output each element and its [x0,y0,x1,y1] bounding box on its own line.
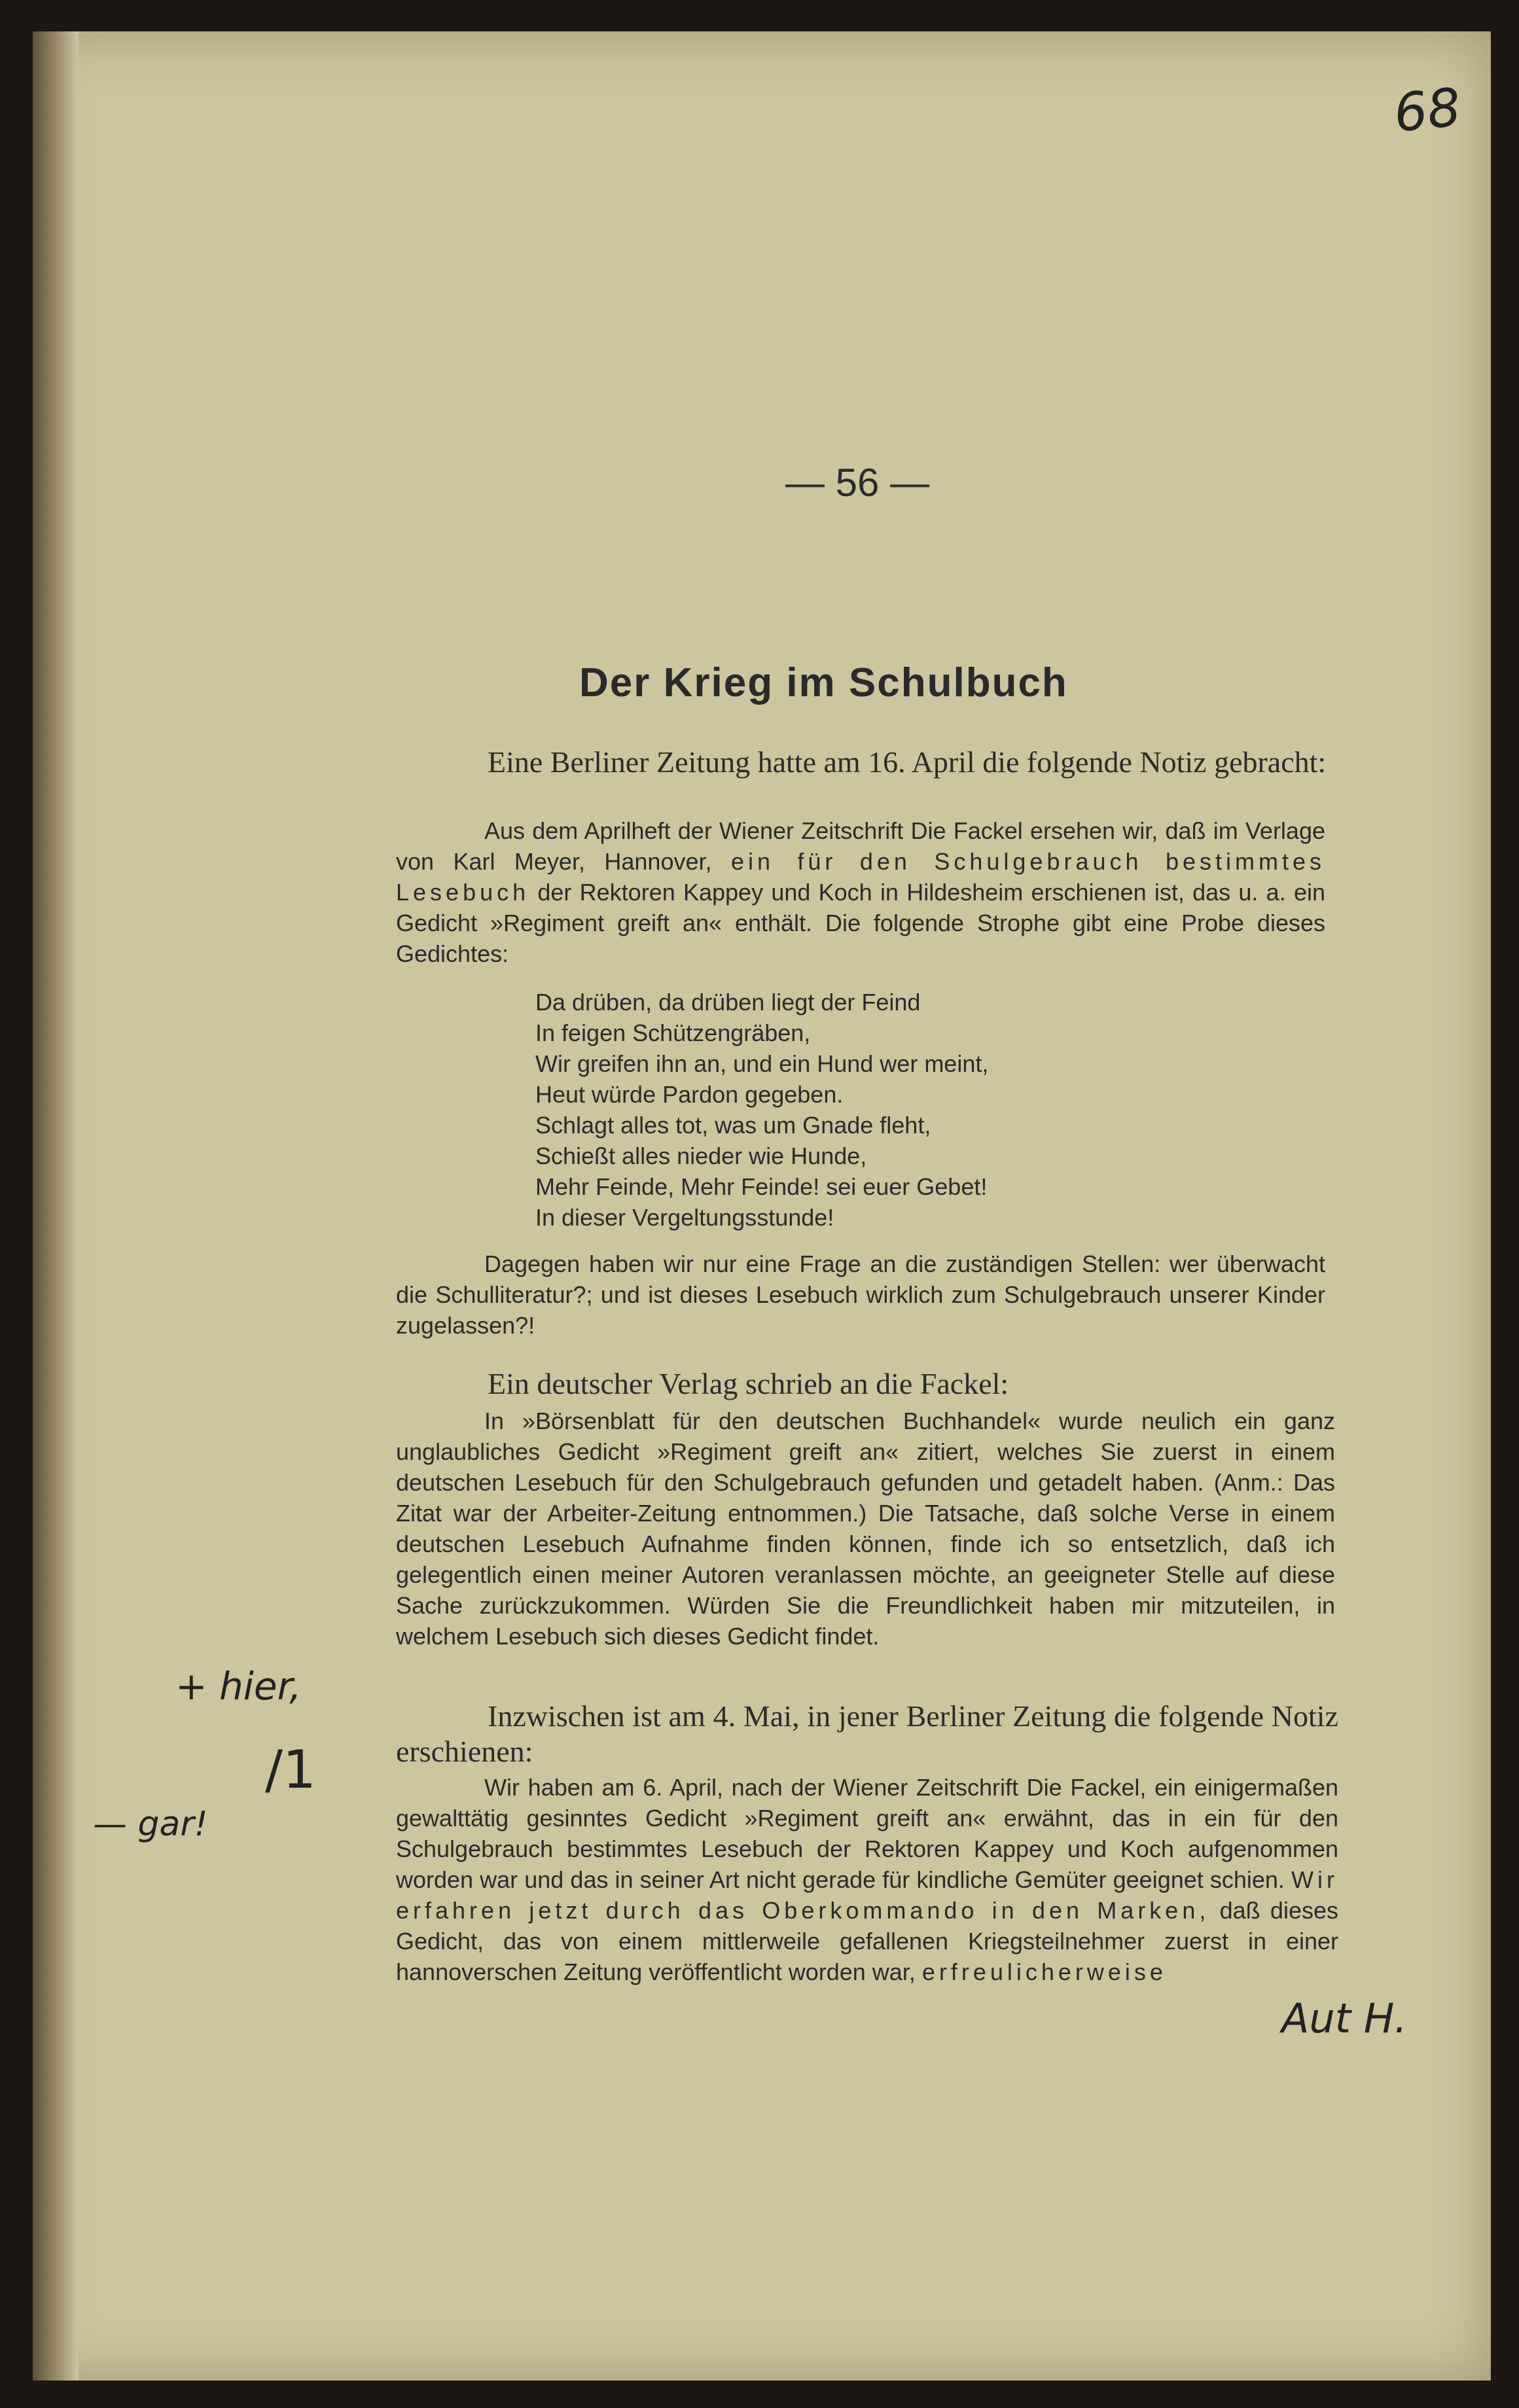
second-quote-text-2: daß dieses Gedicht, das von einem mittlerweile gefallenen Kriegsteilnehmer zuerst in einer hannoverschen Zeitung veröffentlicht worden war, [396,1897,1338,1985]
publisher-heading: Ein deutscher Verlag schrieb an die Fackel: [488,1367,1009,1400]
poem-line: Heut würde Pardon gegeben. [535,1081,844,1108]
margin-note: + hier, [175,1664,302,1709]
page-number: — 56 — [785,461,930,505]
document-page [33,31,1491,2381]
second-quote-paragraph [396,1772,1338,1987]
margin-note: Aut H. [1281,1994,1408,2042]
poem-line: Wir greifen ihn an, und ein Hund wer meint, [535,1050,989,1077]
second-quote-emphasis-1: Wir erfahren jetzt durch das Oberkommando in den Marken, [396,1866,1338,1924]
page-binding [33,31,79,2381]
publisher-letter: In »Börsenblatt für den deutschen Buchhandel« wurde neulich ein ganz unglaubliches Gedicht »Regiment greift an« zitiert, welches Sie zuerst in einem deutschen Lesebuch für den Schulgebrauch gefunden und getadelt haben. (Anm.: Das Zitat war der Arbeiter-Zeitung entnommen.) Die Tatsache, daß solche Verse in einem deutschen Lesebuch Aufnahme finden können, finde ich so entsetzlich, daß ich gelegentlich einen meiner Autoren veranlassen möchte, an geeigneter Stelle auf diese Sache zurückzukommen. Würden Sie die Freundlichkeit haben mir mitzuteilen, in welchem Lesebuch sich dieses Gedicht findet. [396,1408,1335,1650]
first-quote-paragraph [396,815,1325,969]
article-title: Der Krieg im Schulbuch [579,660,1068,705]
second-quote-emphasis-2: erfreulicherweise [921,1958,1167,1985]
poem-stanza [535,987,1321,1233]
poem-line: Schlagt alles tot, was um Gnade fleht, [535,1112,931,1139]
first-quote-text-2: der Rektoren Kappey und Koch in Hildesheim erschienen ist, das u. a. ein Gedicht »Regiment greift an« enthält. Die folgende Strophe gibt eine Probe dieses Gedichtes: [396,879,1325,967]
second-quote-text-1: Wir haben am 6. April, nach der Wiener Zeitschrift Die Fackel, ein einigermaßen gewalttätig gesinntes Gedicht »Regiment greift an« erwähnt, das in ein für den Schulgebrauch bestimmtes Lesebuch der Rektoren Kappey und Koch aufgenommen worden war und das in seiner Art nicht gerade für kindliche Gemüter geeignet schien. [396,1774,1338,1893]
poem-line: In dieser Vergeltungsstunde! [535,1204,834,1231]
poem-line: Da drüben, da drüben liegt der Feind [535,989,921,1016]
handwritten-folio-number: 68 [1391,76,1464,145]
question-paragraph: Dagegen haben wir nur eine Frage an die zuständigen Stellen: wer überwacht die Schulliteratur?; und ist dieses Lesebuch wirklich zum Schulgebrauch unserer Kinder zugelassen?! [396,1250,1325,1339]
poem-line: Schießt alles nieder wie Hunde, [535,1142,867,1169]
inzwischen-paragraph: Inzwischen ist am 4. Mai, in jener Berliner Zeitung die folgende Notiz erschienen: [396,1699,1338,1768]
poem-line: Mehr Feinde, Mehr Feinde! sei euer Gebet! [535,1173,988,1200]
first-quote-text-1: Aus dem Aprilheft der Wiener Zeitschrift Die Fackel ersehen wir, daß im Verlage von Karl Meyer, Hannover, [396,817,1325,875]
first-quote-emphasis: ein für den Schulgebrauch bestimmtes Lesebuch [396,848,1325,906]
margin-note: /1 [265,1739,316,1800]
margin-note: — gar! [93,1805,208,1844]
poem-line: In feigen Schützengräben, [535,1019,811,1046]
intro-paragraph: Eine Berliner Zeitung hatte am 16. April die folgende Notiz gebracht: [488,745,1327,779]
